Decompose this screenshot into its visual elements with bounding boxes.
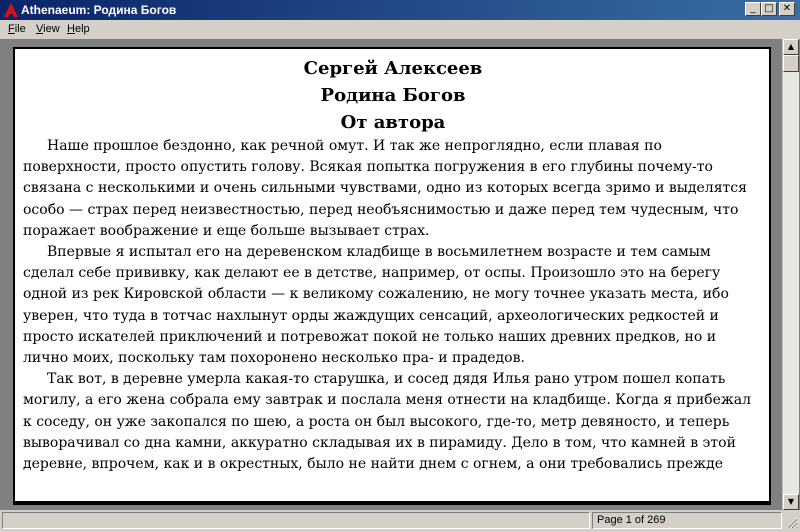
paragraph: Наше прошлое бездонно, как речной омут. И так же непроглядно, если плавая по поверхности, просто опустить голову. Всякая попытка погружения в его глубины почему-то связана с несколькими и очень сильными чувствами, одно из которых всегда зримо и выделятся особо — страх перед неизвестностью, перед необъяснимостью и даже перед тем чудесным, что поражает воображение и еще больше вызывает страх. <box>23 138 747 239</box>
menu-bar <box>0 20 800 39</box>
scroll-up-button[interactable]: ▲ <box>783 39 799 55</box>
book-title: Родина Богов <box>320 85 466 106</box>
close-button[interactable]: ✕ <box>779 2 795 16</box>
document-content <box>23 55 763 475</box>
paragraph: Так вот, в деревне умерла какая-то старушка, и сосед дядя Илья рано утром пошел копать могилу, а его жена собрала ему завтрак и послала меня отнести на кладбище. Когда я прибежал к соседу, он уже закопался по шею, а роста он был высокого, где-то, метр девяносто, и теперь выворачивал со дна камни, аккуратно складывая их в пирамиду. Дело в том, что камней в этой деревне, впрочем, как и в окрестных, было не найти днем с огнем, а они требовались прежде <box>23 371 751 473</box>
menu-help[interactable]: Help <box>67 23 90 35</box>
scroll-thumb[interactable] <box>783 55 799 72</box>
maximize-button[interactable]: □ <box>761 2 777 16</box>
window-title: Athenaeum: Родина Богов <box>21 3 177 17</box>
menu-file[interactable]: File <box>8 23 26 35</box>
paragraph: Впервые я испытал его на деревенском кладбище в восьмилетнем возрасте и тем самым сделал себе прививку, как делают ее в детстве, например, от оспы. Произошло это на берегу одной из рек Кировской области — к великому сожалению, не могу точнее указать места, ибо уверен, что туда в тотчас нахлынут орды жаждущих сенсаций, археологических редкостей и просто искателей приключений и потревожат покой не только наших древних предков, но и лично моих, поскольку там похоронено несколько пра- и прадедов. <box>23 244 729 367</box>
page-indicator: Page 1 of 269 <box>592 512 782 529</box>
scroll-down-button[interactable]: ▼ <box>783 494 799 510</box>
title-bar[interactable] <box>0 0 800 20</box>
section-title: От автора <box>340 112 446 133</box>
document-viewport <box>0 39 800 510</box>
resize-grip-icon[interactable] <box>784 515 798 529</box>
minimize-button[interactable]: _ <box>745 2 761 16</box>
document-page <box>15 49 769 501</box>
book-author: Сергей Алексеев <box>303 58 483 79</box>
vertical-scrollbar[interactable] <box>782 39 799 510</box>
menu-view[interactable]: View <box>36 23 60 35</box>
status-bar <box>0 510 800 532</box>
status-message <box>2 512 590 529</box>
app-logo-icon <box>3 2 19 18</box>
